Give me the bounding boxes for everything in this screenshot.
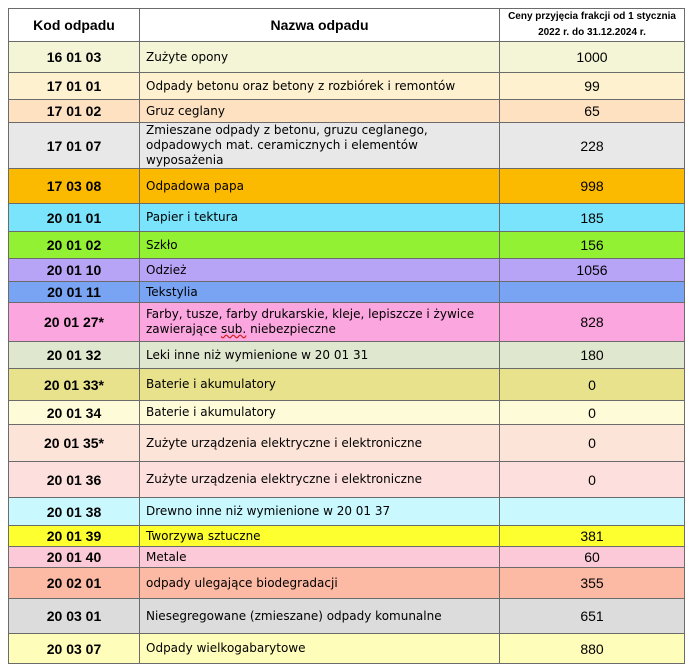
waste-code: 20 01 10 (9, 259, 140, 282)
waste-price: 828 (500, 303, 685, 342)
waste-code: 20 01 11 (9, 282, 140, 303)
waste-price-table (8, 8, 685, 664)
waste-name: Tekstylia (140, 282, 500, 303)
waste-code: 20 01 40 (9, 547, 140, 568)
table-row (9, 259, 685, 282)
waste-code: 20 01 34 (9, 401, 140, 425)
waste-code: 17 01 07 (9, 123, 140, 169)
waste-code: 16 01 03 (9, 42, 140, 73)
waste-price: 0 (500, 369, 685, 401)
table-row (9, 568, 685, 599)
table-row (9, 123, 685, 169)
waste-name: Niesegregowane (zmieszane) odpady komunalne (140, 599, 500, 634)
waste-price: 156 (500, 232, 685, 259)
table-row (9, 342, 685, 369)
waste-name: Szkło (140, 232, 500, 259)
table-row (9, 425, 685, 462)
waste-code: 17 03 08 (9, 169, 140, 204)
waste-name (140, 303, 500, 342)
table-row (9, 634, 685, 664)
waste-code: 20 02 01 (9, 568, 140, 599)
waste-price: 0 (500, 462, 685, 498)
waste-code: 17 01 02 (9, 100, 140, 123)
waste-name: odpady ulegające biodegradacji (140, 568, 500, 599)
waste-code: 17 01 01 (9, 73, 140, 100)
waste-price: 880 (500, 634, 685, 664)
waste-name: Odpady wielkogabarytowe (140, 634, 500, 664)
waste-code: 20 01 35* (9, 425, 140, 462)
waste-name: Zużyte urządzenia elektryczne i elektroniczne (140, 425, 500, 462)
waste-code: 20 01 38 (9, 498, 140, 526)
waste-name: Metale (140, 547, 500, 568)
waste-price: 0 (500, 401, 685, 425)
waste-price: 1056 (500, 259, 685, 282)
header-price (500, 9, 685, 42)
header-price-line2: 2022 r. do 31.12.2024 r. (538, 27, 646, 38)
waste-price: 185 (500, 204, 685, 232)
waste-name: Baterie i akumulatory (140, 401, 500, 425)
waste-code: 20 01 32 (9, 342, 140, 369)
waste-name: Zużyte opony (140, 42, 500, 73)
waste-price: 60 (500, 547, 685, 568)
waste-name: Drewno inne niż wymienione w 20 01 37 (140, 498, 500, 526)
waste-code: 20 01 36 (9, 462, 140, 498)
waste-price: 381 (500, 526, 685, 547)
waste-name: Zmieszane odpady z betonu, gruzu ceglanego, odpadowych mat. ceramicznych i elementów wyposażenia (140, 123, 500, 169)
waste-name: Tworzywa sztuczne (140, 526, 500, 547)
waste-name: Zużyte urządzenia elektryczne i elektroniczne (140, 462, 500, 498)
header-code: Kod odpadu (9, 9, 140, 42)
table-row (9, 526, 685, 547)
table-row (9, 169, 685, 204)
table-row (9, 498, 685, 526)
waste-price: 998 (500, 169, 685, 204)
waste-name: Gruz ceglany (140, 100, 500, 123)
waste-price: 355 (500, 568, 685, 599)
table-row (9, 462, 685, 498)
table-row (9, 599, 685, 634)
waste-code: 20 01 27* (9, 303, 140, 342)
waste-name: Papier i tektura (140, 204, 500, 232)
table-row (9, 303, 685, 342)
waste-price (500, 282, 685, 303)
waste-name: Odzież (140, 259, 500, 282)
waste-name-abbrev: sub. (220, 322, 247, 336)
waste-code: 20 03 01 (9, 599, 140, 634)
waste-name-text-end: niebezpieczne (246, 322, 336, 336)
table-row (9, 232, 685, 259)
header-row (9, 9, 685, 42)
waste-price: 99 (500, 73, 685, 100)
waste-price: 651 (500, 599, 685, 634)
table-row (9, 73, 685, 100)
table-row (9, 204, 685, 232)
waste-price: 1000 (500, 42, 685, 73)
waste-price (500, 498, 685, 526)
waste-price: 0 (500, 425, 685, 462)
table-row (9, 369, 685, 401)
waste-code: 20 03 07 (9, 634, 140, 664)
waste-name: Odpadowa papa (140, 169, 500, 204)
table-row (9, 282, 685, 303)
header-price-line1: Ceny przyjęcia frakcji od 1 stycznia (508, 11, 676, 22)
waste-name: Baterie i akumulatory (140, 369, 500, 401)
waste-code: 20 01 01 (9, 204, 140, 232)
waste-name: Odpady betonu oraz betony z rozbiórek i remontów (140, 73, 500, 100)
waste-price: 228 (500, 123, 685, 169)
waste-price: 180 (500, 342, 685, 369)
waste-name-text: Farby, tusze, farby drukarskie, kleje, lepiszcze i żywice zawierające (146, 307, 475, 336)
waste-code: 20 01 33* (9, 369, 140, 401)
waste-price: 65 (500, 100, 685, 123)
table-row (9, 100, 685, 123)
waste-code: 20 01 02 (9, 232, 140, 259)
table-row (9, 547, 685, 568)
table-row (9, 401, 685, 425)
table-row (9, 42, 685, 73)
header-name: Nazwa odpadu (140, 9, 500, 42)
waste-name: Leki inne niż wymienione w 20 01 31 (140, 342, 500, 369)
waste-code: 20 01 39 (9, 526, 140, 547)
